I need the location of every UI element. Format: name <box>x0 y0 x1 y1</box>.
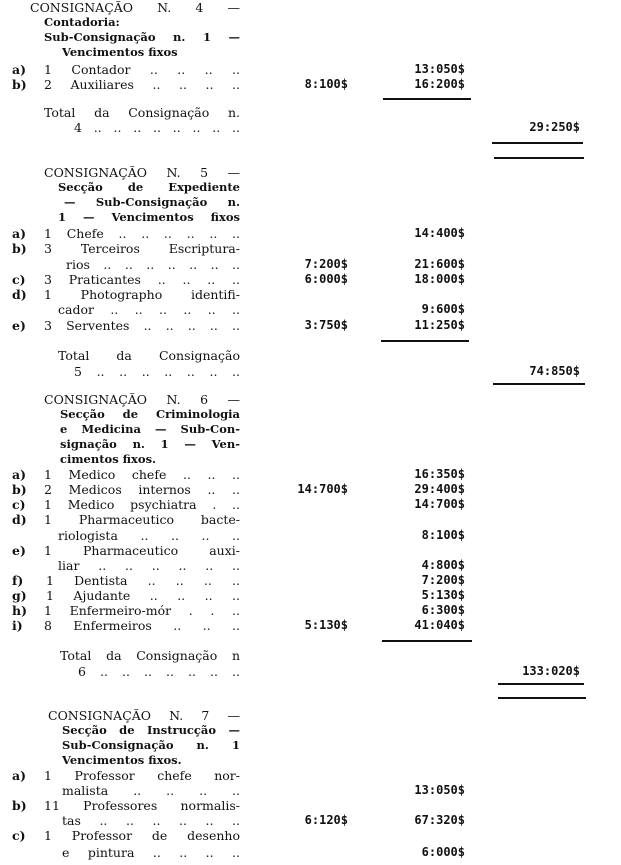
subheading-line <box>0 15 621 30</box>
line-amount: 6:300$ <box>421 603 465 617</box>
line-text: tas .. .. .. .. .. .. <box>62 813 240 828</box>
line-amount: 18:000$ <box>414 272 465 286</box>
heading-line <box>0 708 621 723</box>
subheading-line <box>0 180 621 195</box>
sum-rule <box>382 640 472 642</box>
subheading-line <box>0 437 621 452</box>
line-text: signação n. 1 — Ven- <box>60 437 240 451</box>
line-amount: 21:600$ <box>414 257 465 271</box>
line-text: 11 Professores normalis- <box>44 798 240 813</box>
line-amount: 4:800$ <box>421 558 465 572</box>
line-text: 1 Medico chefe .. .. .. <box>44 467 240 482</box>
unit-amount: 6:120$ <box>304 813 348 827</box>
line-text: 1 Ajudante .. .. .. .. <box>46 588 240 603</box>
line-text: Vencimentos fixos. <box>62 753 182 767</box>
subheading-line <box>0 723 621 738</box>
line-amount: 14:400$ <box>414 226 465 240</box>
line-item <box>0 543 621 558</box>
line-item <box>0 845 621 860</box>
sum-rule <box>381 340 469 342</box>
line-text: 1 Pharmaceutico bacte- <box>44 512 240 527</box>
line-item <box>0 302 621 317</box>
item-letter: g) <box>12 588 27 603</box>
line-item <box>0 558 621 573</box>
line-text: 2 Auxiliares .. .. .. .. <box>44 77 240 92</box>
unit-amount: 7:200$ <box>304 257 348 271</box>
line-amount: 5:130$ <box>421 588 465 602</box>
line-text: 5 .. .. .. .. .. .. .. <box>74 364 240 379</box>
line-amount: 9:600$ <box>421 302 465 316</box>
line-item <box>0 62 621 77</box>
line-text: 1 Photographo identifi- <box>44 287 240 302</box>
line-text: 1 Professor de desenho <box>44 828 240 843</box>
sum-rule <box>383 98 471 100</box>
line-text: Sub-Consignação n. 1 — <box>44 30 240 44</box>
line-text: Total da Consignação <box>58 348 240 363</box>
line-text: Secção de Instrucção — <box>62 723 240 737</box>
item-letter: a) <box>12 768 27 783</box>
line-item <box>0 603 621 618</box>
subheading-line <box>0 45 621 60</box>
line-item <box>0 287 621 302</box>
sum-rule <box>493 383 585 385</box>
line-text: 3 Serventes .. .. .. .. .. <box>44 318 240 333</box>
line-item <box>0 257 621 272</box>
line-amount: 11:250$ <box>414 318 465 332</box>
line-text: 2 Medicos internos .. .. <box>44 482 240 497</box>
line-amount: 7:200$ <box>421 573 465 587</box>
line-amount: 13:050$ <box>414 62 465 76</box>
unit-amount: 6:000$ <box>304 272 348 286</box>
line-item <box>0 226 621 241</box>
line-text: 1 Contador .. .. .. .. <box>44 62 240 77</box>
item-letter: e) <box>12 543 26 558</box>
line-text: Total da Consignação n. <box>44 105 240 120</box>
item-letter: i) <box>12 618 23 633</box>
subheading-line <box>0 210 621 225</box>
sum-rule <box>494 157 584 159</box>
total-line <box>0 664 621 679</box>
subheading-line <box>0 753 621 768</box>
line-item <box>0 573 621 588</box>
line-text: rios .. .. .. .. .. .. .. <box>66 257 240 272</box>
total-line <box>0 105 621 120</box>
item-letter: b) <box>12 482 27 497</box>
line-text: liar .. .. .. .. .. .. <box>58 558 240 573</box>
line-amount: 14:700$ <box>414 497 465 511</box>
line-text: cador .. .. .. .. .. .. <box>58 302 240 317</box>
line-text: 1 Professor chefe nor- <box>44 768 240 783</box>
item-letter: b) <box>12 798 27 813</box>
line-amount: 13:050$ <box>414 783 465 797</box>
item-letter: a) <box>12 62 27 77</box>
consignation-total: 133:020$ <box>522 664 580 678</box>
line-text: 6 .. .. .. .. .. .. .. <box>78 664 240 679</box>
total-line <box>0 364 621 379</box>
item-letter: d) <box>12 512 27 527</box>
line-text: 1 Chefe .. .. .. .. .. .. <box>44 226 240 241</box>
sum-rule <box>498 683 584 685</box>
line-text: — Sub-Consignação n. <box>64 195 240 209</box>
line-text: Total da Consignação n <box>60 648 240 663</box>
line-text: Sub-Consignação n. 1 <box>62 738 240 752</box>
line-amount: 67:320$ <box>414 813 465 827</box>
item-letter: d) <box>12 287 27 302</box>
subheading-line <box>0 452 621 467</box>
line-text: cimentos fixos. <box>60 452 157 466</box>
line-item <box>0 497 621 512</box>
sum-rule <box>492 142 583 144</box>
item-letter: a) <box>12 226 27 241</box>
line-amount: 6:000$ <box>421 845 465 859</box>
heading-line <box>0 165 621 180</box>
line-amount: 29:400$ <box>414 482 465 496</box>
unit-amount: 14:700$ <box>297 482 348 496</box>
line-item <box>0 512 621 527</box>
heading-line <box>0 392 621 407</box>
line-text: 1 — Vencimentos fixos <box>58 210 240 224</box>
line-text: Contadoria: <box>44 15 120 29</box>
item-letter: c) <box>12 497 26 512</box>
line-text: CONSIGNAÇÃO N. 7 — <box>48 708 240 723</box>
line-text: CONSIGNAÇÃO N. 6 — <box>44 392 240 407</box>
line-text: e pintura .. .. .. .. <box>62 845 240 860</box>
line-text: Secção de Criminologia <box>60 407 240 421</box>
line-item <box>0 77 621 92</box>
line-item <box>0 528 621 543</box>
item-letter: e) <box>12 318 26 333</box>
total-line <box>0 120 621 135</box>
line-text: 3 Praticantes .. .. .. .. <box>44 272 240 287</box>
line-text: Secção de Expediente <box>58 180 240 194</box>
consignation-total: 29:250$ <box>529 120 580 134</box>
line-item <box>0 467 621 482</box>
line-text: 1 Dentista .. .. .. .. <box>46 573 240 588</box>
item-letter: b) <box>12 77 27 92</box>
line-text: malista .. .. .. .. <box>62 783 240 798</box>
item-letter: c) <box>12 272 26 287</box>
line-amount: 41:040$ <box>414 618 465 632</box>
line-item <box>0 828 621 843</box>
line-item <box>0 813 621 828</box>
item-letter: c) <box>12 828 26 843</box>
line-text: riologista .. .. .. .. <box>58 528 240 543</box>
line-text: CONSIGNAÇÃO N. 5 — <box>44 165 240 180</box>
item-letter: a) <box>12 467 27 482</box>
line-text: 1 Medico psychiatra . .. <box>44 497 240 512</box>
line-text: Vencimentos fixos <box>62 45 178 59</box>
line-amount: 16:350$ <box>414 467 465 481</box>
line-item <box>0 588 621 603</box>
subheading-line <box>0 738 621 753</box>
line-item <box>0 318 621 333</box>
line-item <box>0 783 621 798</box>
unit-amount: 5:130$ <box>304 618 348 632</box>
line-text: e Medicina — Sub-Con- <box>60 422 240 436</box>
line-text: 1 Enfermeiro-mór . . .. <box>44 603 240 618</box>
item-letter: h) <box>12 603 28 618</box>
line-item <box>0 798 621 813</box>
line-text: 1 Pharmaceutico auxi- <box>44 543 240 558</box>
item-letter: f) <box>12 573 24 588</box>
line-item <box>0 768 621 783</box>
total-line <box>0 348 621 363</box>
item-letter: b) <box>12 241 27 256</box>
line-item <box>0 272 621 287</box>
unit-amount: 8:100$ <box>304 77 348 91</box>
line-text: 4 .. .. .. .. .. .. .. .. <box>74 120 240 135</box>
subheading-line <box>0 422 621 437</box>
line-amount: 8:100$ <box>421 528 465 542</box>
line-text: CONSIGNAÇÃO N. 4 — <box>30 0 240 15</box>
line-text: 3 Terceiros Escriptura- <box>44 241 240 256</box>
line-text: 8 Enfermeiros .. .. .. <box>44 618 240 633</box>
line-item <box>0 618 621 633</box>
sum-rule <box>498 697 586 699</box>
subheading-line <box>0 30 621 45</box>
line-item <box>0 482 621 497</box>
line-amount: 16:200$ <box>414 77 465 91</box>
consignation-total: 74:850$ <box>529 364 580 378</box>
line-item <box>0 241 621 256</box>
subheading-line <box>0 407 621 422</box>
unit-amount: 3:750$ <box>304 318 348 332</box>
total-line <box>0 648 621 663</box>
subheading-line <box>0 195 621 210</box>
heading-line <box>0 0 621 15</box>
